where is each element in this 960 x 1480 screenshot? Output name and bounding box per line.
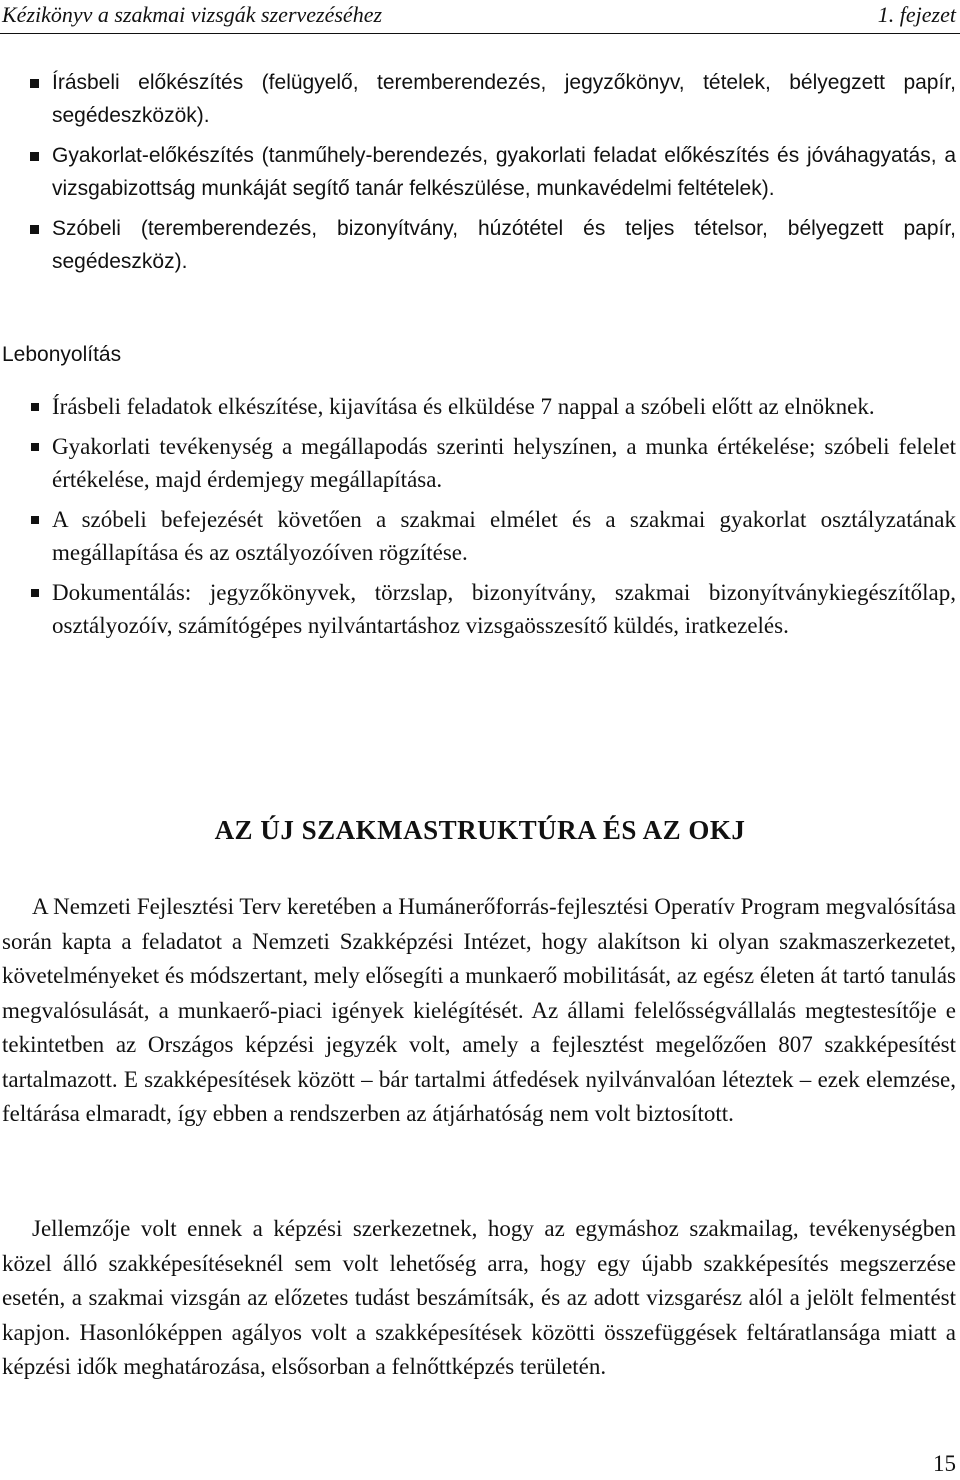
list-item — [0, 212, 960, 278]
list-item-text: Gyakorlat-előkészítés (tanműhely-berendezés, gyakorlati feladat előkészítés és jóváhagyatás, a vizsgabizottság munkáját segítő tanár felkészülése, munkavédelmi feltételek). — [52, 144, 956, 200]
square-bullet-icon — [30, 152, 39, 161]
square-bullet-icon — [31, 589, 39, 597]
list-item-text: Írásbeli feladatok elkészítése, kijavítása és elküldése 7 nappal a szóbeli előtt az elnöknek. — [52, 394, 875, 419]
square-bullet-icon — [30, 79, 39, 88]
list-item-text: Dokumentálás: jegyzőkönyvek, törzslap, bizonyítvány, szakmai bizonyítványkiegészítőlap, osztályozóív, számítógépes nyilvántartáshoz vizsgaösszesítő küldés, iratkezelés. — [52, 580, 956, 638]
running-header — [0, 0, 960, 34]
body-paragraph: A Nemzeti Fejlesztési Terv keretében a Humánerőforrás-fejlesztési Operatív Program megvalósítása során kapta a feladatot a Nemzeti Szakképzési Intézet, hogy alakítson ki olyan szakmaszerkezetet, követelményeket és módszertant, mely elősegíti a munkaerő mobilitását, az egész életen át tartó tanulás megvalósulását, a munkaerő-piaci igények kielégítését. Az állami felelősségvállalás megtestesítője e tekintetben az Országos képzési jegyzék volt, amely a fejlesztést megelőzően 807 szakképesítést tartalmazott. E szakképesítések között – bár tartalmi átfedések nyilvánvalóan léteztek – ezek elemzése, feltárása elmaradt, így ebben a rendszerben az átjárhatóság nem volt biztosított. — [2, 894, 956, 1126]
square-bullet-icon — [31, 403, 39, 411]
list-item — [0, 139, 960, 205]
square-bullet-icon — [31, 443, 39, 451]
list-item — [0, 390, 960, 423]
section-title: AZ ÚJ SZAKMASTRUKTÚRA ÉS AZ OKJ — [214, 815, 746, 845]
list-item — [0, 430, 960, 496]
list-item-text: Szóbeli (teremberendezés, bizonyítvány, húzótétel és teljes tételsor, bélyegzett papír, segédeszköz). — [52, 217, 956, 273]
list-item-text: A szóbeli befejezését követően a szakmai elmélet és a szakmai gyakorlat osztályzatának megállapítása és az osztályozóíven rögzítése. — [52, 507, 956, 565]
list-item-text: Írásbeli előkészítés (felügyelő, teremberendezés, jegyzőkönyv, tételek, bélyegzett papír, segédeszközök). — [52, 71, 956, 127]
subheading: Lebonyolítás — [2, 343, 122, 366]
square-bullet-icon — [30, 225, 39, 234]
list-item — [0, 576, 960, 642]
list-item-text: Gyakorlati tevékenység a megállapodás szerinti helyszínen, a munka értékelése; szóbeli felelet értékelése, majd érdemjegy megállapítása. — [52, 434, 956, 492]
header-book-title: Kézikönyv a szakmai vizsgák szervezéséhez — [2, 2, 383, 27]
conduct-list — [0, 390, 960, 642]
list-item — [0, 66, 960, 132]
preparation-list — [0, 66, 960, 278]
square-bullet-icon — [31, 516, 39, 524]
header-chapter: 1. fejezet — [877, 2, 956, 27]
header-rule — [0, 33, 960, 34]
page-number: 15 — [933, 1451, 956, 1476]
body-paragraph: Jellemzője volt ennek a képzési szerkezetnek, hogy az egymáshoz szakmailag, tevékenységben közel álló szakképesítéseknél sem volt lehetőség arra, hogy egy újabb szakképesítés megszerzése esetén, a szakmai vizsgán az előzetes tudást beszámítsák, és az adott vizsgarész alól a jelölt felmentést kapjon. Hasonlóképpen agályos volt a szakképesítések közötti összefüggések feltáratlansága miatt a képzési idők meghatározása, elsősorban a felnőttképzés területén. — [2, 1216, 956, 1379]
list-item — [0, 503, 960, 569]
